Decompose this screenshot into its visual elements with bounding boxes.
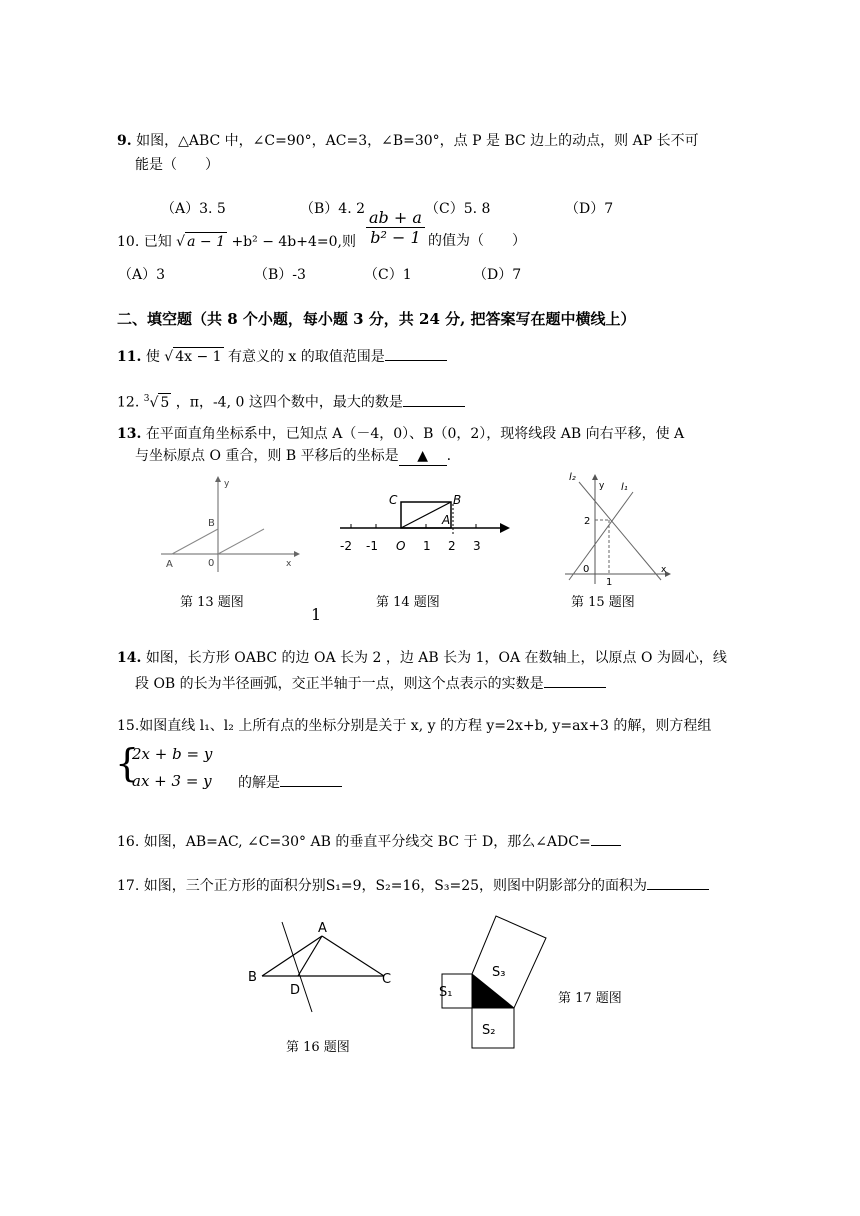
- q15-line1: [117, 717, 711, 735]
- q10-option-a: （A）3: [118, 267, 166, 283]
- fig15-label-o: 0: [583, 564, 590, 575]
- fig16-caption: 第 16 题图: [286, 1040, 350, 1055]
- q11-prefix: 使: [145, 349, 160, 365]
- q15-brace-icon: {: [115, 741, 140, 785]
- fig15-line-l1: [569, 492, 633, 580]
- q12-answer-blank[interactable]: [403, 392, 465, 407]
- q10-option-d: （D）7: [473, 267, 522, 283]
- fig15-label-l2: l₂: [569, 472, 576, 483]
- q9-option-c: （C）5. 8: [425, 201, 491, 217]
- fig15-line-l2: [579, 482, 661, 580]
- figure-14: [336, 484, 516, 564]
- fig15-label-l1: l₁: [621, 482, 628, 493]
- q10-option-b: （B）-3: [254, 267, 306, 283]
- q16-line: [117, 831, 621, 851]
- q9-line2: 能是（ ）: [135, 157, 219, 173]
- q10-suffix: 的值为（ ）: [428, 233, 526, 249]
- fig14-tick-label: O: [396, 539, 406, 553]
- q10-number: 10.: [117, 234, 140, 250]
- q14-line2: [135, 673, 606, 693]
- q13-answer-blank[interactable]: [399, 447, 447, 466]
- q9-text: 如图，△ABC 中，∠C=90°，AC=3，∠B=30°，点 P 是 BC 边上的动点，则 AP 长不可: [136, 133, 699, 149]
- q12-radicand: 5: [160, 394, 170, 411]
- answer-triangle-icon: ▲: [417, 448, 428, 464]
- fig14-label-a: A: [442, 513, 451, 527]
- q12-cbrt: √ 5: [149, 394, 170, 411]
- section-desc: （共 8 个小题，每小题 3 分，共 24 分, 把答案写在题中横线上）: [192, 310, 636, 328]
- q16-text: 如图，AB=AC, ∠C=30° AB 的垂直平分线交 BC 于 D，那么∠ADC=: [143, 834, 591, 850]
- fig16-segment-ac: [322, 936, 384, 976]
- fig16-label-c: C: [382, 972, 392, 987]
- q11-answer-blank[interactable]: [385, 346, 447, 361]
- q16-number: 16.: [117, 834, 140, 850]
- fig15-label-y: y: [599, 481, 605, 491]
- q14-text1: 如图，长方形 OABC 的边 OA 长为 2 ，边 AB 长为 1，OA 在数轴上，以原点 O 为圆心，线: [145, 650, 727, 666]
- fig13-segment-translated: [218, 529, 264, 554]
- q9-option-d: （D）7: [565, 201, 614, 217]
- fig14-caption: 第 14 题图: [376, 595, 440, 610]
- q17-text: 如图，三个正方形的面积分别S₁=9，S₂=16，S₃=25，则图中阴影部分的面积为: [143, 878, 648, 894]
- q14-text2: 段 OB 的长为半径画弧，交正半轴于一点，则这个点表示的实数是: [135, 676, 544, 692]
- q15-eq1: 2x + b = y: [132, 745, 213, 763]
- fig16-label-a: A: [318, 921, 327, 936]
- fig13-x-arrow-icon: [294, 551, 300, 557]
- q9-option-a: （A）3. 5: [161, 201, 226, 217]
- q16-answer-blank[interactable]: [591, 831, 621, 846]
- q14-line1: [117, 649, 727, 667]
- fig16-segment-ab: [262, 936, 322, 976]
- fig16-perpendicular-bisector: [282, 922, 312, 1012]
- fig13-label-a: A: [166, 559, 173, 570]
- q10-frac-den: b² − 1: [370, 228, 421, 247]
- fig14-arrow-icon: [500, 523, 510, 533]
- q17-number: 17.: [117, 878, 140, 894]
- q11-line: [117, 346, 447, 366]
- fig16-label-d: D: [290, 983, 301, 998]
- fig15-caption: 第 15 题图: [571, 595, 635, 610]
- q11-radicand: 4x − 1: [175, 349, 222, 365]
- q11-suffix: 有意义的 x 的取值范围是: [227, 349, 385, 365]
- page-number: 1: [311, 605, 322, 624]
- q15-eq2: ax + 3 = y: [132, 772, 212, 790]
- figure-17: [436, 912, 556, 1054]
- fig15-label-x: x: [661, 565, 667, 575]
- fig13-segment-ab: [172, 529, 218, 554]
- q15-text1: 如图直线 l₁、l₂ 上所有点的坐标分别是关于 x, y 的方程 y=2x+b, y=ax+3 的解，则方程组: [139, 718, 712, 734]
- q17-line: [117, 875, 709, 895]
- fig16-label-b: B: [248, 970, 257, 985]
- figure-15: [561, 468, 673, 586]
- fig14-label-c: C: [389, 493, 398, 507]
- fig14-tick-label: 2: [448, 539, 456, 553]
- figure-16: [244, 916, 404, 1016]
- q11-sqrt: √ 4x − 1: [164, 349, 222, 365]
- q9-option-b: （B）4. 2: [300, 201, 366, 217]
- fig13-y-arrow-icon: [215, 476, 221, 482]
- q10-frac-num: ab + a: [366, 208, 425, 228]
- q10-prefix: 已知: [143, 234, 172, 250]
- q10-fraction: [366, 208, 425, 247]
- fig14-tick-label: -1: [366, 539, 378, 553]
- q10-sqrt: √ a − 1: [176, 234, 225, 250]
- q15-number: 15.: [117, 718, 140, 734]
- fig13-label-x: x: [286, 559, 292, 569]
- q10-middle: +b² − 4b+4=0,则: [231, 234, 356, 250]
- q13-line1: [117, 425, 684, 443]
- fig13-label-b: B: [208, 518, 215, 529]
- q14-answer-blank[interactable]: [544, 673, 606, 688]
- q10-line: [117, 232, 356, 251]
- q12-root-index: 3: [143, 394, 150, 404]
- q12-number: 12.: [117, 394, 140, 411]
- q11-number: 11.: [117, 349, 142, 365]
- fig17-label-s3: S₃: [492, 965, 506, 980]
- fig16-segment-ad: [298, 936, 322, 976]
- section-title: 二、填空题: [117, 310, 193, 328]
- fig13-label-y: y: [224, 479, 230, 489]
- fig17-caption: 第 17 题图: [558, 991, 622, 1006]
- fig14-tick-label: 3: [473, 539, 481, 553]
- fig13-label-o: 0: [208, 558, 215, 569]
- q12-line: [117, 390, 465, 412]
- figure-13: [156, 474, 301, 574]
- fig14-label-b: B: [453, 493, 462, 507]
- q13-end: .: [446, 448, 452, 464]
- q14-number: 14.: [117, 650, 142, 666]
- q10-option-c: （C）1: [364, 267, 412, 283]
- q13-number: 13.: [117, 426, 142, 442]
- fig17-label-s1: S₁: [439, 985, 453, 1000]
- fig14-tick-label: -2: [340, 539, 352, 553]
- q9-number: 9.: [117, 133, 132, 149]
- q13-text1: 在平面直角坐标系中，已知点 A（－4，0）、B（0，2），现将线段 AB 向右平移，使 A: [145, 426, 685, 442]
- q13-line2: [135, 447, 451, 466]
- section-heading: [117, 310, 636, 328]
- q12-text: ，π，-4, 0 这四个数中，最大的数是: [175, 394, 403, 411]
- q10-radicand: a − 1: [187, 234, 225, 250]
- q15-suffix-line: [238, 772, 342, 792]
- q9-line1: [117, 132, 699, 150]
- fig15-y-arrow-icon: [592, 474, 598, 480]
- fig13-caption: 第 13 题图: [180, 595, 244, 610]
- q13-text2: 与坐标原点 O 重合，则 B 平移后的坐标是: [135, 448, 399, 464]
- fig14-tick-label: 1: [423, 539, 431, 553]
- fig17-label-s2: S₂: [482, 1023, 496, 1038]
- fig15-label-2: 2: [584, 516, 591, 527]
- q15-answer-blank[interactable]: [280, 772, 342, 787]
- fig15-label-1: 1: [606, 577, 613, 586]
- q17-answer-blank[interactable]: [647, 875, 709, 890]
- q15-suffix: 的解是: [238, 775, 280, 791]
